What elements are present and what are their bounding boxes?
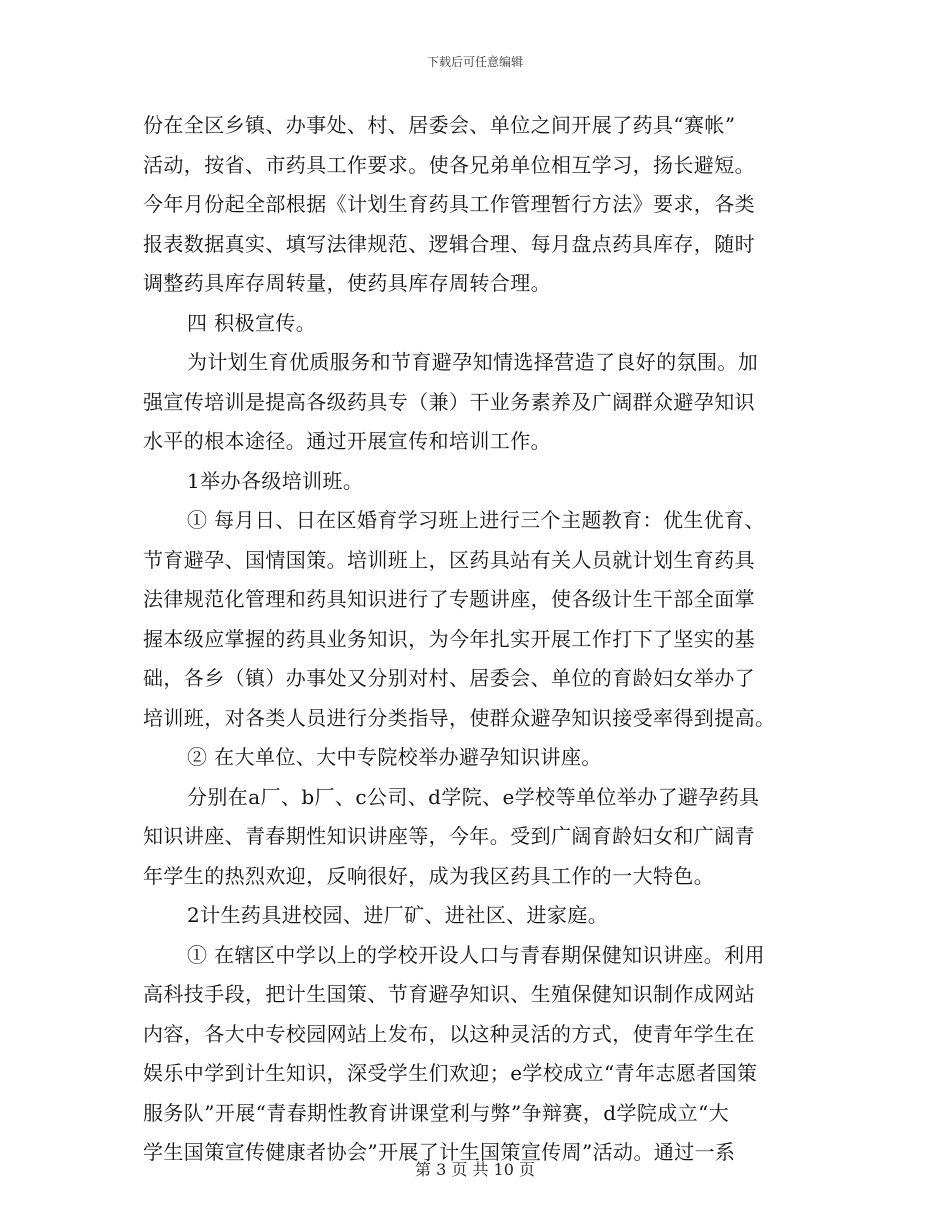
text-line: 娱乐中学到计生知识，深受学生们欢迎；e学校成立“青年志愿者国策	[143, 1061, 758, 1085]
text-line: 份在全区乡镇、办事处、村、居委会、单位之间开展了药具“赛帐”	[143, 113, 736, 137]
text-line: ② 在大单位、大中专院校举办避孕知识讲座。	[187, 745, 602, 769]
text-line: 内容，各大中专校园网站上发布，以这种灵活的方式，使青年学生在	[143, 1021, 755, 1046]
text-line: ① 在辖区中学以上的学校开设人口与青春期保健知识讲座。利用	[187, 942, 765, 967]
page-number-footer: 第 3 页 共 10 页	[415, 1160, 535, 1179]
text-line: 知识讲座、青春期性知识讲座等，今年。受到广阔育龄妇女和广阔青	[143, 824, 755, 848]
text-line: 分别在a厂、b厂、c公司、d学院、e学校等单位举办了避孕药具	[187, 784, 760, 809]
text-line: 活动，按省、市药具工作要求。使各兄弟单位相互学习，扬长避短。	[143, 152, 755, 177]
text-line: 节育避孕、国情国策。培训班上，区药具站有关人员就计划生育药具	[143, 547, 755, 572]
text-line: 握本级应掌握的药具业务知识，为今年扎实开展工作打下了坚实的基	[143, 626, 755, 651]
document-body	[143, 106, 807, 1173]
page-header-note: 下载后可任意编辑	[426, 55, 523, 69]
section-heading: 四 积极宣传。	[187, 310, 317, 335]
text-line: 强宣传培训是提高各级药具专（兼）干业务素养及广阔群众避孕知识	[143, 389, 755, 414]
subsection-heading: 2计生药具进校园、进厂矿、进社区、进家庭。	[187, 903, 609, 927]
text-line: 水平的根本途径。通过开展宣传和培训工作。	[143, 429, 551, 453]
text-line: 培训班，对各类人员进行分类指导，使群众避孕知识接受率得到提高。	[143, 705, 776, 730]
subsection-heading: 1举办各级培训班。	[187, 468, 364, 493]
text-line: ① 每月日、日在区婚育学习班上进行三个主题教育：优生优育、	[187, 508, 765, 532]
text-line: 调整药具库存周转量，使药具库存周转合理。	[143, 271, 551, 295]
text-line: 高科技手段，把计生国策、节育避孕知识、生殖保健知识制作成网站	[143, 982, 755, 1006]
text-line: 础，各乡（镇）办事处又分别对村、居委会、单位的育龄妇女举办了	[143, 666, 755, 690]
text-line: 学生国策宣传健康者协会”开展了计生国策宣传周”活动。通过一系	[143, 1140, 736, 1164]
text-line: 报表数据真实、填写法律规范、逻辑合理、每月盘点药具库存，随时	[143, 231, 755, 256]
text-line: 今年月份起全部根据《计划生育药具工作管理暂行方法》要求，各类	[143, 192, 755, 216]
text-line: 服务队”开展“青春期性教育讲课堂利与弊”争辩赛，d学院成立“大	[143, 1100, 730, 1125]
text-line: 年学生的热烈欢迎，反响很好，成为我区药具工作的一大特色。	[143, 863, 715, 888]
text-line: 为计划生育优质服务和节育避孕知情选择营造了良好的氛围。加	[187, 350, 759, 374]
text-line: 法律规范化管理和药具知识进行了专题讲座，使各级计生干部全面掌	[143, 587, 755, 611]
